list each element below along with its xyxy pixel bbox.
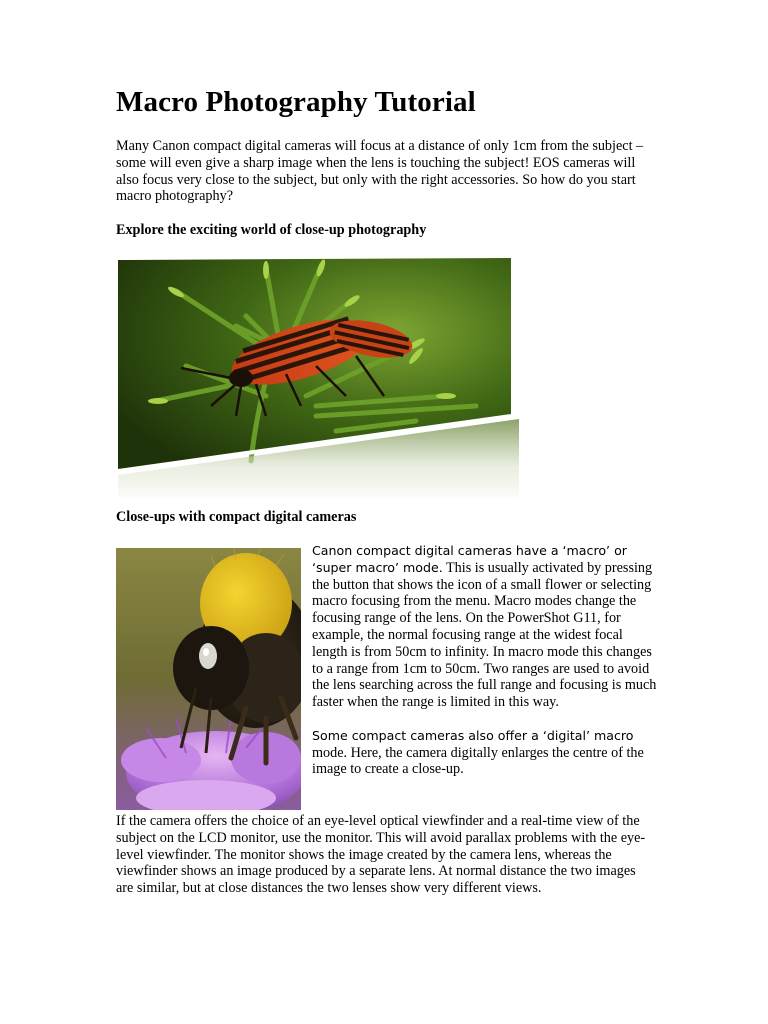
digital-macro-body: mode. Here, the camera digitally enlarges the centre of the image to create a close-up. <box>312 744 644 778</box>
digital-macro-lead: Some compact cameras also offer a ‘digital’ macro <box>312 727 634 743</box>
digital-macro-paragraph <box>312 728 658 778</box>
compact-camera-text <box>312 543 658 778</box>
macro-mode-body: This is usually activated by pressing the button that shows the icon of a small flower or selecting macro focusing from the menu. Macro modes change the focusing range of the lens. On the PowerShot G11, for example, the normal focusing range at the widest focal length is from 50cm to infinity. In macro mode this changes to a range from 1cm to 50cm. Two ranges are used to avoid the lens searching across the full range and focusing is much faster when the range is limited in this way. <box>312 559 657 711</box>
page-title: Macro Photography Tutorial <box>116 86 476 118</box>
section-heading-explore: Explore the exciting world of close-up photography <box>116 222 427 238</box>
viewfinder-paragraph: If the camera offers the choice of an eye-level optical viewfinder and a real-time view of the subject on the LCD monitor, use the monitor. This will avoid parallax problems with the eye-level viewfinder. The monitor shows the image created by the camera lens, whereas the viewfinder shows an image produced by a separate lens. At normal distance the two images are similar, but at close distances the two lenses show very different views. <box>116 813 646 897</box>
macro-mode-paragraph <box>312 543 658 711</box>
intro-paragraph: Many Canon compact digital cameras will focus at a distance of only 1cm from the subject – some will even give a sharp image when the lens is touching the subject! EOS cameras will also focus very close to the subject, but only with the right accessories. So how do you start macro photography? <box>116 138 644 205</box>
bumblebee-photo <box>116 548 301 810</box>
section-heading-compact: Close-ups with compact digital cameras <box>116 509 357 525</box>
macro-mode-lead: Canon compact digital cameras have a ‘macro’ or ‘super macro’ mode. <box>312 543 627 575</box>
shield-bug-photo <box>116 256 522 500</box>
